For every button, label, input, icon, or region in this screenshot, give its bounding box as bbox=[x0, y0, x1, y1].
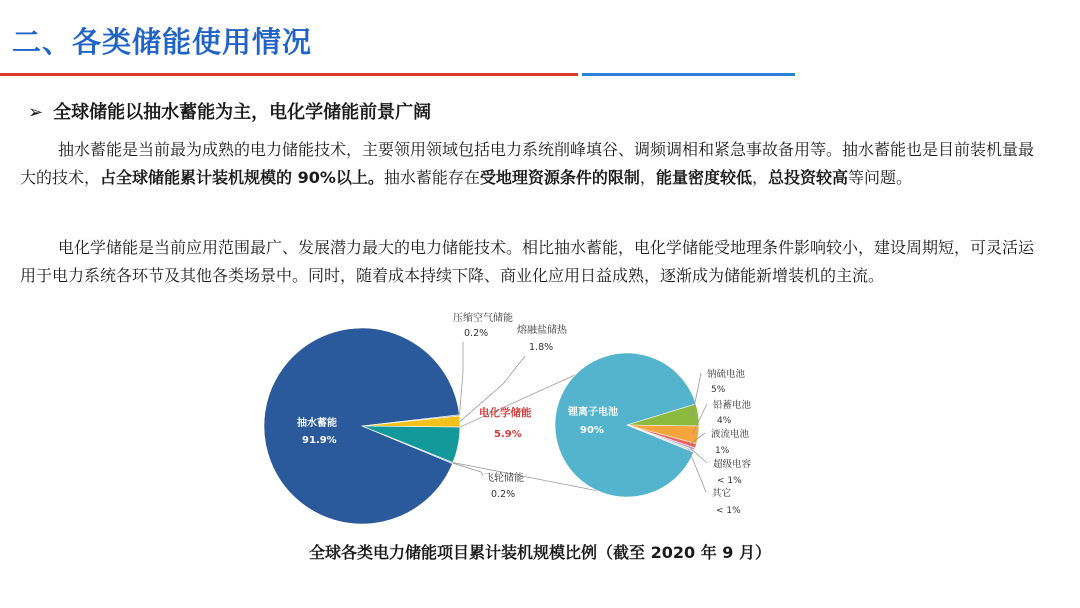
pie-chart-svg bbox=[255, 300, 815, 532]
value-flow-battery: 1% bbox=[715, 446, 730, 456]
label-molten-salt: 熔融盐储热 bbox=[517, 325, 567, 336]
value-compressed-air: 0.2% bbox=[464, 328, 489, 339]
label-supercap-battery: 超级电容 bbox=[713, 459, 752, 470]
value-nas-battery: 5% bbox=[711, 385, 726, 395]
label-pumped-hydro: 抽水蓄能 bbox=[297, 418, 337, 429]
chart-caption: 全球各类电力储能项目累计装机规模比例（截至 2020 年 9 月） bbox=[309, 543, 771, 562]
storage-pie-charts bbox=[255, 300, 815, 532]
title-underline-blue bbox=[582, 73, 795, 76]
value-lead-acid-battery: 4% bbox=[717, 416, 732, 426]
value-supercap-battery: < 1% bbox=[717, 476, 742, 486]
p1-bold-energy-density: 能量密度较低 bbox=[655, 168, 752, 187]
label-electrochemical: 电化学储能 bbox=[479, 407, 532, 419]
value-li-ion: 90% bbox=[580, 425, 604, 436]
p1-text-4: ， bbox=[751, 168, 768, 187]
leader-other bbox=[688, 449, 706, 492]
p1-text-5: 等问题。 bbox=[847, 168, 912, 187]
value-flywheel: 0.2% bbox=[491, 489, 516, 500]
p1-text-1: 抽水蓄能是当前最为成熟的电力储能技术，主要领用领域包括电力系统削峰填谷、调频调相和紧急事故备用等。抽水蓄能也是目前装机量最大的技术， bbox=[20, 140, 1035, 187]
value-other-battery: < 1% bbox=[716, 506, 741, 516]
value-electrochemical: 5.9% bbox=[494, 429, 522, 440]
p1-text-2: 抽水蓄能存在 bbox=[383, 168, 480, 187]
p1-text-3: ， bbox=[639, 168, 656, 187]
p1-bold-geo-limit: 受地理资源条件的限制 bbox=[479, 168, 640, 187]
bullet-heading-text: 全球储能以抽水蓄能为主，电化学储能前景广阔 bbox=[53, 102, 432, 123]
value-molten-salt: 1.8% bbox=[529, 342, 554, 353]
leader-compressed-air bbox=[459, 342, 463, 415]
slide-title: 二、各类储能使用情况 bbox=[12, 25, 313, 59]
label-compressed-air: 压缩空气储能 bbox=[453, 313, 513, 324]
label-li-ion: 锂离子电池 bbox=[568, 407, 618, 418]
label-flow-battery: 液流电池 bbox=[711, 429, 750, 440]
arrow-bullet-icon: ➢ bbox=[28, 102, 44, 123]
paragraph-electrochemical bbox=[20, 234, 1035, 290]
label-nas-battery: 钠硫电池 bbox=[707, 369, 746, 380]
p1-bold-share: 占全球储能累计装机规模的 90%以上。 bbox=[100, 168, 384, 187]
label-other-battery: 其它 bbox=[712, 488, 732, 499]
bullet-heading bbox=[28, 98, 431, 124]
value-pumped-hydro: 91.9% bbox=[302, 435, 337, 446]
label-lead-acid-battery: 铅蓄电池 bbox=[713, 400, 752, 411]
p2-text: 电化学储能是当前应用范围最广、发展潜力最大的电力储能技术。相比抽水蓄能，电化学储能受地理条件影响较小，建设周期短，可灵活运用于电力系统各环节及其他各类场景中。同时，随着成本持续下降、商业化应用日益成熟，逐渐成为储能新增装机的主流。 bbox=[20, 238, 1035, 285]
paragraph-pumped-hydro bbox=[20, 136, 1035, 192]
label-flywheel: 飞轮储能 bbox=[484, 473, 524, 484]
title-underline-red bbox=[0, 73, 578, 76]
p1-bold-investment: 总投资较高 bbox=[767, 168, 848, 187]
